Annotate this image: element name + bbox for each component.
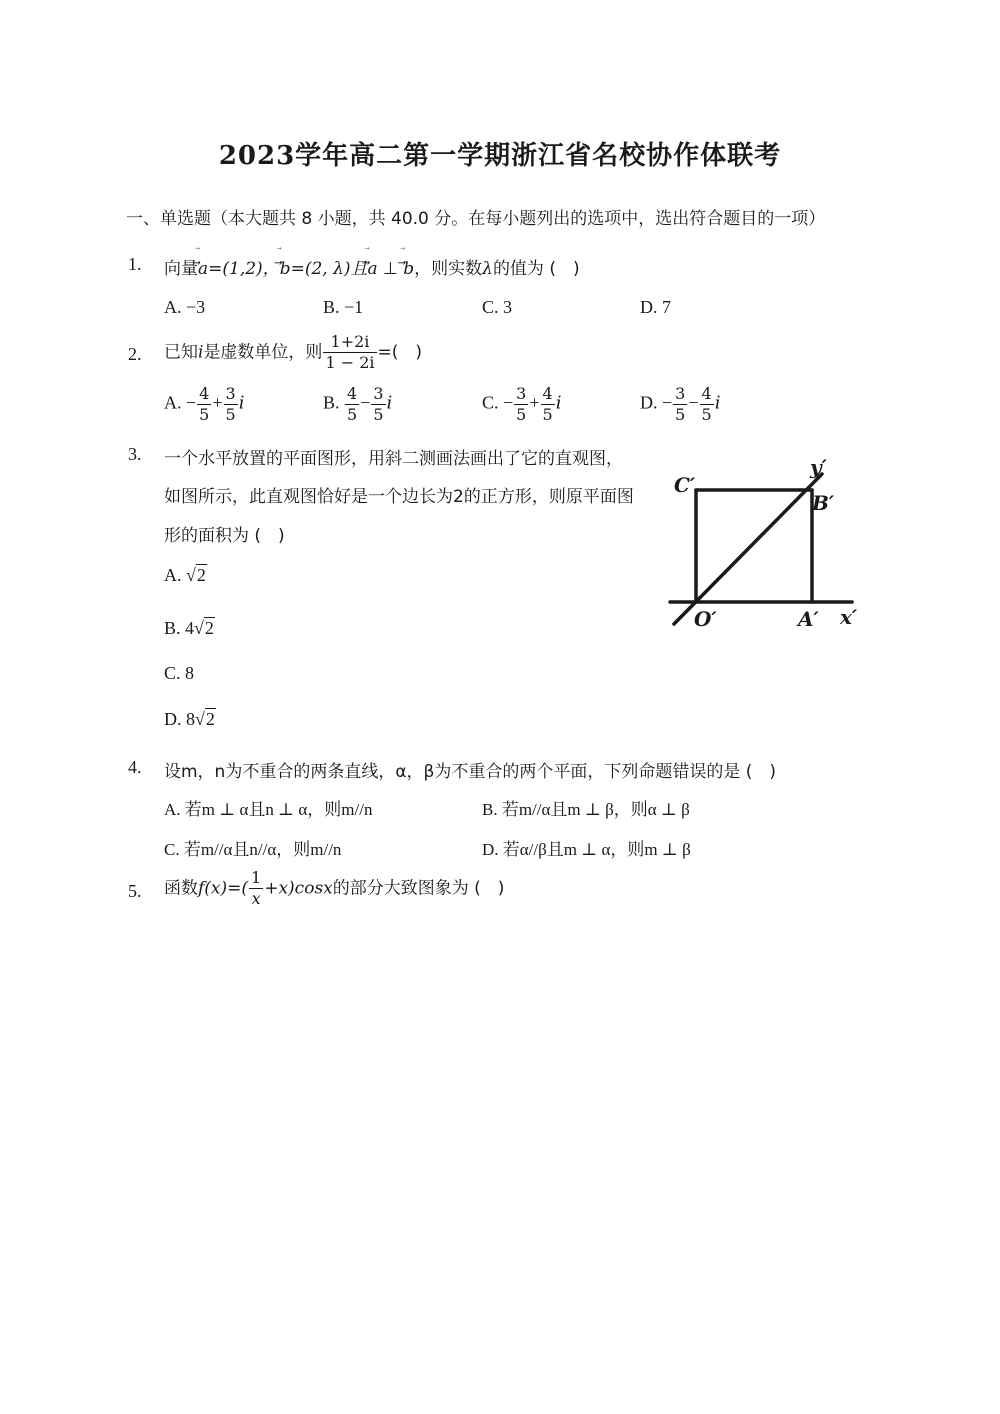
label-a-prime: A′ [798, 607, 819, 631]
q4-number: 4. [128, 757, 142, 777]
q2-option-b: B. $\frac{4}{5}$ − $\frac{3}{5}$ i [323, 384, 393, 424]
q3-option-d: D. 8√2 [164, 709, 215, 729]
q1-number: 1. [128, 254, 142, 274]
q3-option-b: B. 4√2 [164, 618, 214, 638]
q2-text: 已知i是虚数单位，则 $\frac{1+2i}{1 - 2i}$ =( ) [164, 332, 423, 372]
q4-option-b: B. 若m//α且m ⊥ β，则α ⊥ β [482, 800, 690, 819]
q1-option-b: B. −1 [323, 297, 364, 317]
label-c-prime: C′ [674, 473, 696, 497]
vector-b-perp: ⃗ b [403, 259, 414, 279]
q3-option-c: C. 8 [164, 663, 195, 683]
q3-number: 3. [128, 444, 142, 464]
q2-fraction: $\frac{1+2i}{1 - 2i}$ [325, 332, 375, 372]
q5-text: 函数f(x)=( $\frac{1}{x}$ +x)cosx的部分大致图象为 ( ) [164, 868, 505, 908]
label-b-prime: B′ [812, 491, 835, 515]
section-heading: 一、单选题（本大题共 8 小题，共 40.0 分。在每小题列出的选项中，选出符合题目的一项） [126, 209, 826, 229]
q4-text: 设m，n为不重合的两条直线，α，β为不重合的两个平面，下列命题错误的是 ( ) [164, 762, 777, 782]
vector-a: ⃗ a [198, 259, 208, 279]
q1-option-d: D. 7 [640, 297, 671, 317]
label-y-prime: y′ [810, 455, 827, 479]
q5-fraction: $\frac{1}{x}$ [251, 868, 262, 908]
q3-line-1: 一个水平放置的平面图形，用斜二测画法画出了它的直观图， [164, 449, 623, 469]
q1-option-a: A. −3 [164, 297, 206, 317]
vector-b: ⃗ b [280, 259, 291, 279]
q3-oblique-diagram [662, 452, 882, 642]
label-x-prime: x′ [840, 605, 858, 629]
page-title: 2023学年高二第一学期浙江省名校协作体联考 [218, 141, 782, 171]
q1-option-c: C. 3 [482, 297, 513, 317]
q2-number: 2. [128, 344, 142, 364]
q3-option-a: A. √2 [164, 565, 206, 585]
q3-line-2: 如图所示，此直观图恰好是一个边长为2的正方形，则原平面图 [164, 487, 634, 507]
q1-text: 向量 ⃗ a=(1,2)， ⃗ b=(2, λ)且 ⃗ a ⊥ ⃗ b，则实数λ的值为 ( ) [164, 254, 580, 279]
vector-a-perp: ⃗ a [368, 259, 378, 279]
q4-option-d: D. 若α//β且m ⊥ α，则m ⊥ β [482, 840, 691, 859]
q2-option-a: A. − $\frac{4}{5}$ + $\frac{3}{5}$ i [164, 384, 245, 424]
q5-number: 5. [128, 881, 142, 901]
q2-option-c: C. − $\frac{3}{5}$ + $\frac{4}{5}$ i [482, 384, 562, 424]
label-o-prime: O′ [694, 607, 717, 631]
q4-option-a: A. 若m ⊥ α且n ⊥ α，则m//n [164, 800, 373, 819]
q2-option-d: D. − $\frac{3}{5}$ − $\frac{4}{5}$ i [640, 384, 721, 424]
q3-line-3: 形的面积为 ( ) [164, 526, 285, 546]
q4-option-c: C. 若m//α且n//α，则m//n [164, 840, 342, 859]
